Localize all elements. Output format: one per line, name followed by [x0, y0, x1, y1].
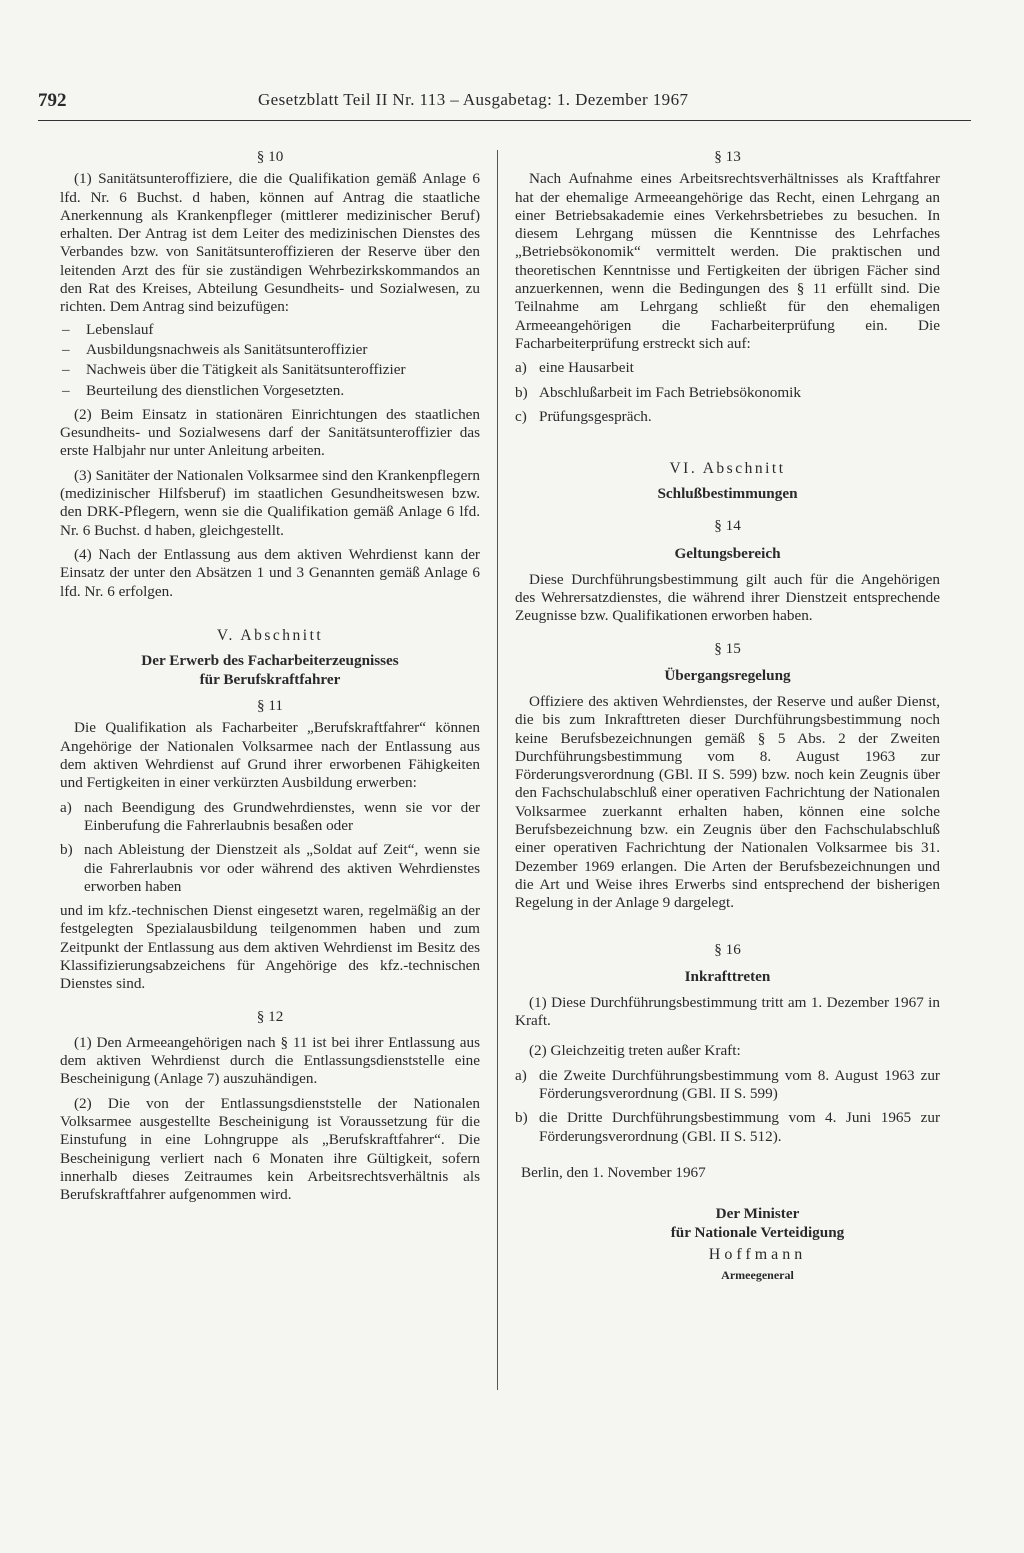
column-rule [497, 150, 498, 1390]
signature-block [515, 1204, 940, 1285]
item-text: nach Ableistung der Dienstzeit als „Soldat auf Zeit“, wenn sie die Fahrerlaubnis vor oder während des aktiven Wehrdienstes erworben haben [84, 841, 480, 895]
list-item [60, 799, 480, 836]
section-11-intro: Die Qualifikation als Facharbeiter „Berufskraftfahrer“ können Angehörige der Nationalen Volksarmee nach der Entlassung aus dem aktiven Wehrdienst auf Grund ihrer erworbenen Fähigkeiten und Fertigkeiten in einer verkürzten Ausbildung erwerben: [60, 719, 480, 792]
section-13-paragraph-1: Nach Aufnahme eines Arbeitsrechtsverhältnisses als Kraftfahrer hat der ehemalige Armeeangehörige das Recht, einen Lehrgang an einer Betriebsakademie eines Verkehrsbetriebes zu besuchen. In diesem Lehrgang müssen die Kenntnisse des Lehrfaches „Betriebsökonomik“ vermittelt werden. Die praktischen und theoretischen Kenntnisse und Fertigkeiten der übrigen Fächer sind anzuerkennen, wenn die Bedingungen des § 11 erfüllt sind. Die Teilnahme am Lehrgang schließt für den ehemaligen Armeeangehörigen die Facharbeiterprüfung ein. Die Facharbeiterprüfung erstreckt sich auf: [515, 170, 940, 352]
running-head: Gesetzblatt Teil II Nr. 113 – Ausgabetag: 1. Dezember 1967 [258, 90, 689, 109]
list-item [515, 359, 940, 377]
section-11-title: § 11 [256, 697, 283, 715]
item-text: Abschlußarbeit im Fach Betriebsökonomik [539, 383, 801, 401]
section-16-list [515, 1067, 940, 1146]
list-item [515, 1067, 940, 1104]
list-item [515, 408, 940, 426]
item-label: b) [60, 841, 73, 859]
left-column [60, 148, 480, 1209]
right-column [515, 148, 940, 1285]
section-11-closing: und im kfz.-technischen Dienst eingesetzt waren, regelmäßig an der festgelegten Spezialausbildung teilgenommen haben und zum Zeitpunkt der Entlassung aus dem aktiven Wehrdienst im Besitz des Klassifizierungsabzeichens für Angehörige des kfz.-technischen Dienstes sind. [60, 902, 480, 993]
chapter-6-label: VI. Abschnitt [669, 460, 786, 478]
section-11-list [60, 799, 480, 896]
section-10-paragraph-2: (2) Beim Einsatz in stationären Einrichtungen des staatlichen Gesundheits- und Sozialwesens darf der Sanitätsunteroffizier das erste Halbjahr nur unter Anleitung arbeiten. [60, 405, 480, 460]
section-16-heading: Inkrafttreten [684, 967, 771, 985]
section-12-paragraph-2: (2) Die von der Entlassungsdienststelle der Nationalen Volksarmee ausgestellte Bescheinigung ist Voraussetzung für die Einstufung in eine Lohngruppe als „Berufskraftfahrer“. Die Bescheinigung verliert nach 6 Monaten ihre Gültigkeit, sofern innerhalb dieses Zeitraumes kein Arbeitsrechtsverhältnis als Berufskraftfahrer aufgenommen wird. [60, 1094, 480, 1204]
section-14-title: § 14 [714, 517, 741, 535]
signature-title-line-1: Der Minister [715, 1205, 800, 1223]
list-item: – Beurteilung des dienstlichen Vorgesetzten. [60, 382, 480, 400]
page-number: 792 [38, 90, 67, 111]
signatory-rank: Armeegeneral [721, 1268, 794, 1283]
item-text: die Dritte Durchführungsbestimmung vom 4. Juni 1965 zur Förderungsverordnung (GBl. II S. 512). [539, 1109, 940, 1145]
signature-title-line-2: für Nationale Verteidigung [670, 1224, 845, 1242]
list-item: – Nachweis über die Tätigkeit als Sanitätsunteroffizier [60, 361, 480, 379]
item-text: nach Beendigung des Grundwehrdienstes, wenn sie vor der Einberufung die Fahrerlaubnis besaßen oder [84, 798, 480, 834]
section-10-paragraph-3: (3) Sanitäter der Nationalen Volksarmee sind den Krankenpflegern (medizinischer Hilfsberuf) im staatlichen Gesundheitswesen bzw. den DRK-Pflegern, wenn sie die Qualifikation gemäß Anlage 6 lfd. Nr. 6 Buchst. d haben, gleichgestellt. [60, 466, 480, 539]
section-10-title: § 10 [256, 148, 284, 165]
section-15-paragraph-1: Offiziere des aktiven Wehrdienstes, der Reserve und außer Dienst, die bis zum Inkrafttreten dieser Durchführungsbestimmung noch keine Berufsbezeichnungen gemäß § 5 Abs. 2 der Zweiten Durchführungsbestimmung vom 8. August 1963 zur Förderungsverordnung (GBl. II S. 599) bzw. noch kein Zeugnis über den Fachschulabschluß einer operativen Fachrichtung der Nationalen Volksarmee zuerkannt erhalten haben, können eine solche Berufsbezeichnung bzw. ein Zeugnis über den Fachschulabschluß einer operativen Fachrichtung der Nationalen Volksarmee bis 31. Dezember 1969 erlangen. Die Arten der Berufsbezeichnungen und die Art und Weise ihres Erwerbs sind entsprechend der bisherigen Regelung in der Anlage 9 dargelegt. [515, 692, 940, 912]
item-label: a) [60, 798, 72, 816]
item-text: die Zweite Durchführungsbestimmung vom 8. August 1963 zur Förderungsverordnung (GBl. II S. 599) [539, 1066, 940, 1102]
list-item [515, 1109, 940, 1146]
section-16-paragraph-2: (2) Gleichzeitig treten außer Kraft: [529, 1042, 741, 1060]
attachment-list [60, 321, 480, 400]
section-15-title: § 15 [714, 639, 741, 657]
list-item [515, 384, 940, 402]
item-label: c) [515, 407, 527, 425]
section-13-list [515, 359, 940, 426]
section-10-paragraph-4: (4) Nach der Entlassung aus dem aktiven Wehrdienst kann der Einsatz der unter den Absätzen 1 und 3 Genannten gemäß Anlage 6 lfd. Nr. 6 erfolgen. [60, 545, 480, 600]
list-item [60, 841, 480, 896]
chapter-5-heading-line-2: für Berufskraftfahrer [199, 671, 341, 689]
item-text: Prüfungsgespräch. [539, 407, 652, 425]
chapter-5-heading-line-1: Der Erwerb des Facharbeiterzeugnisses [141, 652, 399, 670]
section-14-heading: Geltungsbereich [674, 544, 781, 562]
chapter-5-heading [60, 651, 480, 689]
item-label: b) [515, 1109, 528, 1127]
section-12-title: § 12 [256, 1007, 284, 1025]
section-15-heading: Übergangsregelung [664, 666, 791, 684]
section-12-paragraph-1: (1) Den Armeeangehörigen nach § 11 ist bei ihrer Entlassung aus dem aktiven Wehrdienst durch die Entlassungsdienststelle eine Bescheinigung (Anlage 7) auszuhändigen. [60, 1033, 480, 1088]
item-label: a) [515, 359, 527, 377]
list-item: – Lebenslauf [60, 321, 480, 339]
section-10-paragraph-1: (1) Sanitätsunteroffiziere, die die Qualifikation gemäß Anlage 6 lfd. Nr. 6 Buchst. d haben, können auf Antrag die staatliche Anerkennung als Krankenpfleger (mittlerer medizinischer Beruf) erhalten. Der Antrag ist dem Leiter des medizinischen Dienstes des Verbandes bzw. von Sanitätsunteroffizieren der Reserve über den leitenden Arzt des für sie zuständigen Wehrbezirkskommandos an den Rat des Kreises, Abteilung Gesundheits- und Sozialwesen, zu richten. Dem Antrag sind beizufügen: [60, 170, 480, 316]
chapter-5-label: V. Abschnitt [216, 626, 324, 644]
item-label: b) [515, 383, 528, 401]
section-16-paragraph-1: (1) Diese Durchführungsbestimmung tritt am 1. Dezember 1967 in Kraft. [515, 993, 940, 1030]
section-14-paragraph-1: Diese Durchführungsbestimmung gilt auch für die Angehörigen des Wehrersatzdienstes, die während ihrer Dienstzeit entsprechende Zeugnisse bzw. Qualifikationen erworben haben. [515, 570, 940, 625]
item-label: a) [515, 1066, 527, 1084]
list-item: – Ausbildungsnachweis als Sanitätsunteroffizier [60, 341, 480, 359]
place-and-date: Berlin, den 1. November 1967 [521, 1163, 706, 1181]
section-16-title: § 16 [714, 940, 741, 958]
page-header [38, 82, 971, 121]
item-text: eine Hausarbeit [539, 359, 634, 377]
signatory-name: Hoffmann [708, 1246, 807, 1264]
section-13-title: § 13 [714, 148, 741, 165]
chapter-6-heading: Schlußbestimmungen [657, 485, 798, 503]
